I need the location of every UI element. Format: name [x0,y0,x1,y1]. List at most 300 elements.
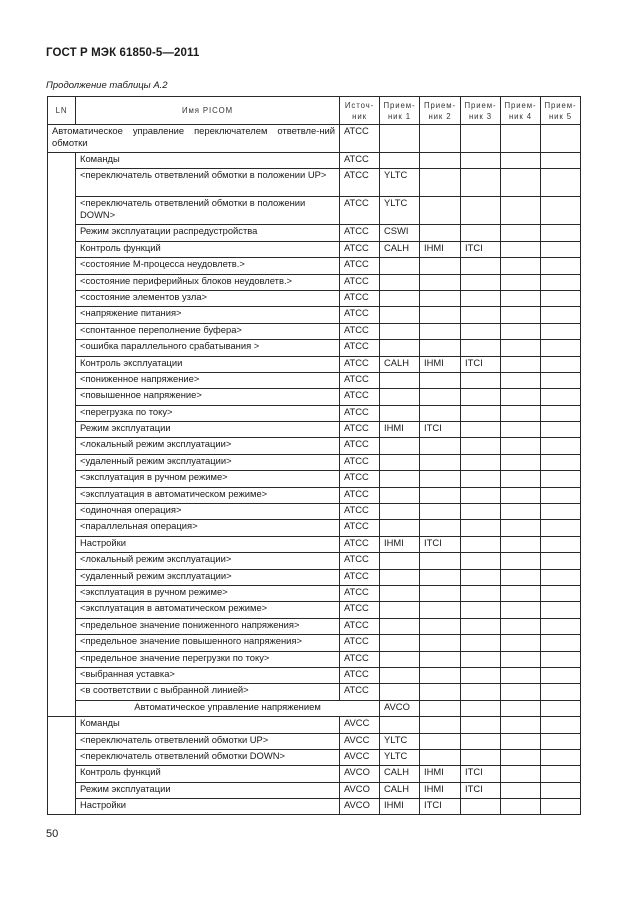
source-cell: ATCC [340,504,380,520]
table-row [48,197,581,225]
header-receiver-2: Прием-ник 2 [420,97,461,125]
receiver-5-cell [541,438,581,454]
picom-name-cell: <параллельная операция> [76,520,340,536]
picom-name-cell: Настройки [76,536,340,552]
receiver-3-cell [461,340,501,356]
receiver-5-cell [541,197,581,225]
picom-name-cell: <предельное значение повышенного напряжения> [76,635,340,651]
receiver-4-cell [501,733,541,749]
receiver-5-cell [541,635,581,651]
receiver-4-cell [501,356,541,372]
table-row [48,618,581,634]
table-row [48,258,581,274]
receiver-5-cell [541,372,581,388]
receiver-1-cell [380,274,420,290]
source-cell: ATCC [340,422,380,438]
receiver-4-cell [501,487,541,503]
source-cell: AVCO [340,799,380,815]
receiver-3-cell [461,635,501,651]
receiver-3-cell: ITCI [461,766,501,782]
receiver-4-cell [501,125,541,153]
table-row [48,487,581,503]
table-row [48,766,581,782]
table-row [48,684,581,700]
source-cell: ATCC [340,372,380,388]
receiver-4-cell [501,585,541,601]
receiver-2-cell: ITCI [420,536,461,552]
receiver-4-cell [501,153,541,169]
source-cell: ATCC [340,553,380,569]
receiver-4-cell [501,471,541,487]
receiver-4-cell [501,766,541,782]
source-cell: ATCC [340,389,380,405]
receiver-4-cell [501,372,541,388]
receiver-3-cell [461,405,501,421]
receiver-5-cell [541,618,581,634]
document-title: ГОСТ Р МЭК 61850-5—2011 [46,47,200,59]
source-cell: ATCC [340,241,380,257]
receiver-5-cell [541,749,581,765]
source-cell: ATCC [340,307,380,323]
receiver-3-cell [461,504,501,520]
picom-name-cell: <эксплуатация в автоматическом режиме> [76,602,340,618]
source-cell: ATCC [340,585,380,601]
receiver-3-cell: ITCI [461,782,501,798]
table-row [48,471,581,487]
receiver-5-cell [541,405,581,421]
receiver-3-cell [461,536,501,552]
receiver-1-cell [380,290,420,306]
header-row [48,97,581,125]
table-row [48,651,581,667]
picom-name-cell: Режим эксплуатации [76,422,340,438]
source-cell: ATCC [340,356,380,372]
receiver-5-cell [541,520,581,536]
table-row [48,438,581,454]
picom-name-cell: <переключатель ответвлений обмотки в положении DOWN> [76,197,340,225]
group-name-cell: Автоматическое управление напряжением [76,700,380,716]
table-row [48,569,581,585]
receiver-4-cell [501,569,541,585]
receiver-3-cell [461,225,501,241]
receiver-5-cell [541,169,581,197]
table-row [48,454,581,470]
table-row [48,405,581,421]
table-row [48,553,581,569]
receiver-1-cell [380,602,420,618]
receiver-1-cell: YLTC [380,733,420,749]
picom-name-cell: Контроль функций [76,766,340,782]
receiver-1-cell [380,438,420,454]
receiver-2-cell [420,651,461,667]
receiver-1-cell [380,323,420,339]
receiver-2-cell [420,405,461,421]
receiver-1-cell [380,504,420,520]
source-cell: ATCC [340,520,380,536]
picom-name-cell: <удаленный режим эксплуатации> [76,569,340,585]
receiver-5-cell [541,733,581,749]
picom-name-cell: <эксплуатация в автоматическом режиме> [76,487,340,503]
receiver-2-cell [420,125,461,153]
table-row [48,323,581,339]
receiver-2-cell [420,389,461,405]
receiver-3-cell [461,307,501,323]
picom-table [47,96,581,815]
receiver-4-cell [501,618,541,634]
table-row [48,225,581,241]
source-cell: AVCC [340,749,380,765]
receiver-3-cell [461,749,501,765]
receiver-1-cell [380,125,420,153]
receiver-3-cell [461,323,501,339]
source-cell: ATCC [340,635,380,651]
picom-name-cell: Режим эксплуатации распредустройства [76,225,340,241]
receiver-4-cell [501,438,541,454]
picom-name-cell: Контроль эксплуатации [76,356,340,372]
receiver-5-cell [541,290,581,306]
receiver-5-cell [541,389,581,405]
receiver-3-cell [461,197,501,225]
table-row [48,585,581,601]
receiver-4-cell [501,197,541,225]
source-cell: AVCO [380,700,420,716]
receiver-5-cell [541,553,581,569]
receiver-2-cell [420,569,461,585]
receiver-1-cell: CALH [380,766,420,782]
receiver-4-cell [501,651,541,667]
receiver-3-cell: ITCI [461,356,501,372]
picom-name-cell: Команды [76,153,340,169]
picom-name-cell: Режим эксплуатации [76,782,340,798]
table-row [48,733,581,749]
source-cell: ATCC [340,536,380,552]
receiver-4-cell [501,241,541,257]
receiver-1-cell [380,307,420,323]
receiver-4-cell [501,799,541,815]
receiver-2-cell [420,602,461,618]
header-receiver-5: Прием-ник 5 [541,97,581,125]
receiver-3-cell [461,585,501,601]
receiver-2-cell [420,197,461,225]
receiver-5-cell [541,651,581,667]
receiver-1-cell [380,340,420,356]
receiver-2-cell: IHMI [420,766,461,782]
header-ln: LN [48,97,76,125]
receiver-5-cell [541,323,581,339]
receiver-1-cell: IHMI [380,422,420,438]
receiver-3-cell [461,372,501,388]
picom-name-cell: <выбранная уставка> [76,667,340,683]
receiver-1-cell [380,651,420,667]
source-cell: ATCC [340,340,380,356]
source-cell: ATCC [340,684,380,700]
picom-name-cell: <предельное значение пониженного напряжения> [76,618,340,634]
group-name-cell: Автоматическое управление переключателем ответвле-ний обмотки [48,125,340,153]
table-row [48,274,581,290]
receiver-2-cell [420,635,461,651]
source-cell: ATCC [340,274,380,290]
picom-name-cell: Контроль функций [76,241,340,257]
header-receiver-4: Прием-ник 4 [501,97,541,125]
table-row [48,700,581,716]
table-caption: Продолжение таблицы А.2 [46,80,168,91]
receiver-1-cell: YLTC [380,749,420,765]
receiver-5-cell [541,274,581,290]
picom-name-cell: <эксплуатация в ручном режиме> [76,471,340,487]
receiver-1-cell [380,585,420,601]
receiver-3-cell [461,274,501,290]
receiver-4-cell [501,389,541,405]
receiver-2-cell [420,733,461,749]
receiver-4-cell [501,340,541,356]
source-cell: ATCC [340,169,380,197]
receiver-4-cell [501,553,541,569]
receiver-2-cell [420,471,461,487]
source-cell: AVCC [340,733,380,749]
receiver-2-cell [420,749,461,765]
picom-name-cell: <одиночная операция> [76,504,340,520]
table-row [48,153,581,169]
source-cell: ATCC [340,602,380,618]
header-receiver-1: Прием-ник 1 [380,97,420,125]
table-row [48,520,581,536]
source-cell: ATCC [340,651,380,667]
receiver-2-cell [420,504,461,520]
receiver-4-cell [501,225,541,241]
header-name: Имя PICOM [76,97,340,125]
receiver-2-cell [420,307,461,323]
source-cell: ATCC [340,454,380,470]
table-row [48,389,581,405]
picom-name-cell: <повышенное напряжение> [76,389,340,405]
picom-name-cell: Команды [76,717,340,733]
picom-name-cell: <состояние периферийных блоков неудовлетв.> [76,274,340,290]
receiver-4-cell [501,274,541,290]
picom-name-cell: <спонтанное переполнение буфера> [76,323,340,339]
receiver-2-cell [420,340,461,356]
table-row [48,635,581,651]
table-row [48,241,581,257]
table-row [48,290,581,306]
source-cell: AVCC [340,717,380,733]
receiver-1-cell [380,454,420,470]
receiver-4-cell [501,422,541,438]
receiver-2-cell [420,487,461,503]
receiver-4-cell [501,536,541,552]
receiver-3-cell [501,700,541,716]
source-cell: ATCC [340,487,380,503]
receiver-3-cell [461,290,501,306]
receiver-1-cell [380,389,420,405]
receiver-3-cell [461,487,501,503]
receiver-1-cell [380,553,420,569]
table-row [48,422,581,438]
receiver-4-cell [501,635,541,651]
source-cell: ATCC [340,667,380,683]
source-cell: ATCC [340,471,380,487]
receiver-3-cell: ITCI [461,241,501,257]
receiver-4-cell [501,504,541,520]
table-row [48,717,581,733]
picom-name-cell: <пониженное напряжение> [76,372,340,388]
receiver-2-cell: IHMI [420,241,461,257]
receiver-3-cell [461,799,501,815]
receiver-2-cell [420,667,461,683]
receiver-4-cell [501,323,541,339]
receiver-5-cell [541,504,581,520]
picom-name-cell: <переключатель ответвлений обмотки UP> [76,733,340,749]
receiver-5-cell [541,602,581,618]
receiver-4-cell [501,405,541,421]
receiver-3-cell [461,520,501,536]
table-row [48,504,581,520]
receiver-2-cell [420,169,461,197]
source-cell: ATCC [340,153,380,169]
receiver-1-cell [380,618,420,634]
table-row [48,799,581,815]
receiver-1-cell [380,520,420,536]
picom-name-cell: <предельное значение перегрузки по току> [76,651,340,667]
receiver-4-cell [501,520,541,536]
receiver-4-cell [501,602,541,618]
receiver-3-cell [461,389,501,405]
receiver-2-cell [420,585,461,601]
receiver-5-cell [541,307,581,323]
receiver-3-cell [461,618,501,634]
receiver-5-cell [541,258,581,274]
receiver-1-cell: YLTC [380,169,420,197]
ln-cell [48,717,76,815]
receiver-5-cell [541,667,581,683]
receiver-5-cell [541,340,581,356]
source-cell: ATCC [340,405,380,421]
receiver-1-cell [380,372,420,388]
receiver-3-cell [461,667,501,683]
receiver-3-cell [461,438,501,454]
receiver-2-cell [420,323,461,339]
table-row [48,749,581,765]
receiver-4-cell [501,749,541,765]
table-row [48,602,581,618]
picom-name-cell: <переключатель ответвлений обмотки в положении UP> [76,169,340,197]
receiver-4-cell [501,169,541,197]
picom-name-cell: <ошибка параллельного срабатывания > [76,340,340,356]
receiver-5-cell [541,241,581,257]
receiver-2-cell [420,438,461,454]
receiver-5-cell [541,536,581,552]
receiver-4-cell [541,700,581,716]
receiver-2-cell [420,225,461,241]
receiver-5-cell [541,684,581,700]
receiver-1-cell [420,700,461,716]
receiver-5-cell [541,585,581,601]
page-number: 50 [46,828,59,840]
receiver-1-cell: IHMI [380,799,420,815]
receiver-3-cell [461,733,501,749]
receiver-1-cell [380,258,420,274]
receiver-1-cell [380,667,420,683]
source-cell: ATCC [340,125,380,153]
receiver-2-cell [461,700,501,716]
receiver-4-cell [501,684,541,700]
receiver-2-cell: IHMI [420,782,461,798]
source-cell: ATCC [340,197,380,225]
receiver-5-cell [541,782,581,798]
receiver-5-cell [541,799,581,815]
table-row [48,782,581,798]
table-row [48,356,581,372]
receiver-1-cell: CSWI [380,225,420,241]
picom-name-cell: <состояние элементов узла> [76,290,340,306]
picom-name-cell: Настройки [76,799,340,815]
picom-name-cell: <напряжение питания> [76,307,340,323]
table-row [48,667,581,683]
receiver-2-cell [420,290,461,306]
source-cell: ATCC [340,258,380,274]
source-cell: ATCC [340,569,380,585]
receiver-1-cell: IHMI [380,536,420,552]
receiver-5-cell [541,125,581,153]
receiver-5-cell [541,487,581,503]
receiver-1-cell [380,717,420,733]
receiver-3-cell [461,258,501,274]
receiver-2-cell [420,684,461,700]
receiver-2-cell [420,520,461,536]
receiver-4-cell [501,782,541,798]
source-cell: ATCC [340,225,380,241]
table-row [48,536,581,552]
source-cell: ATCC [340,290,380,306]
receiver-3-cell [461,651,501,667]
receiver-1-cell [380,635,420,651]
receiver-4-cell [501,258,541,274]
table-row [48,125,581,153]
receiver-3-cell [461,553,501,569]
receiver-2-cell [420,618,461,634]
table-row [48,372,581,388]
receiver-5-cell [541,766,581,782]
receiver-2-cell [420,717,461,733]
receiver-1-cell [380,471,420,487]
receiver-5-cell [541,356,581,372]
receiver-1-cell: CALH [380,241,420,257]
receiver-3-cell [461,471,501,487]
receiver-5-cell [541,225,581,241]
receiver-1-cell: YLTC [380,197,420,225]
picom-name-cell: <состояние М-процесса неудовлетв.> [76,258,340,274]
picom-name-cell: <эксплуатация в ручном режиме> [76,585,340,601]
receiver-2-cell [420,553,461,569]
receiver-2-cell [420,258,461,274]
receiver-3-cell [461,569,501,585]
receiver-5-cell [541,717,581,733]
header-source: Источ-ник [340,97,380,125]
receiver-2-cell [420,274,461,290]
source-cell: ATCC [340,438,380,454]
source-cell: AVCO [340,782,380,798]
source-cell: ATCC [340,618,380,634]
receiver-5-cell [541,471,581,487]
receiver-1-cell [380,569,420,585]
table-row [48,307,581,323]
picom-name-cell: <в соответствии с выбранной линией> [76,684,340,700]
picom-name-cell: <удаленный режим эксплуатации> [76,454,340,470]
receiver-3-cell [461,684,501,700]
receiver-1-cell [380,153,420,169]
receiver-2-cell [420,454,461,470]
receiver-2-cell: ITCI [420,799,461,815]
receiver-1-cell: CALH [380,356,420,372]
